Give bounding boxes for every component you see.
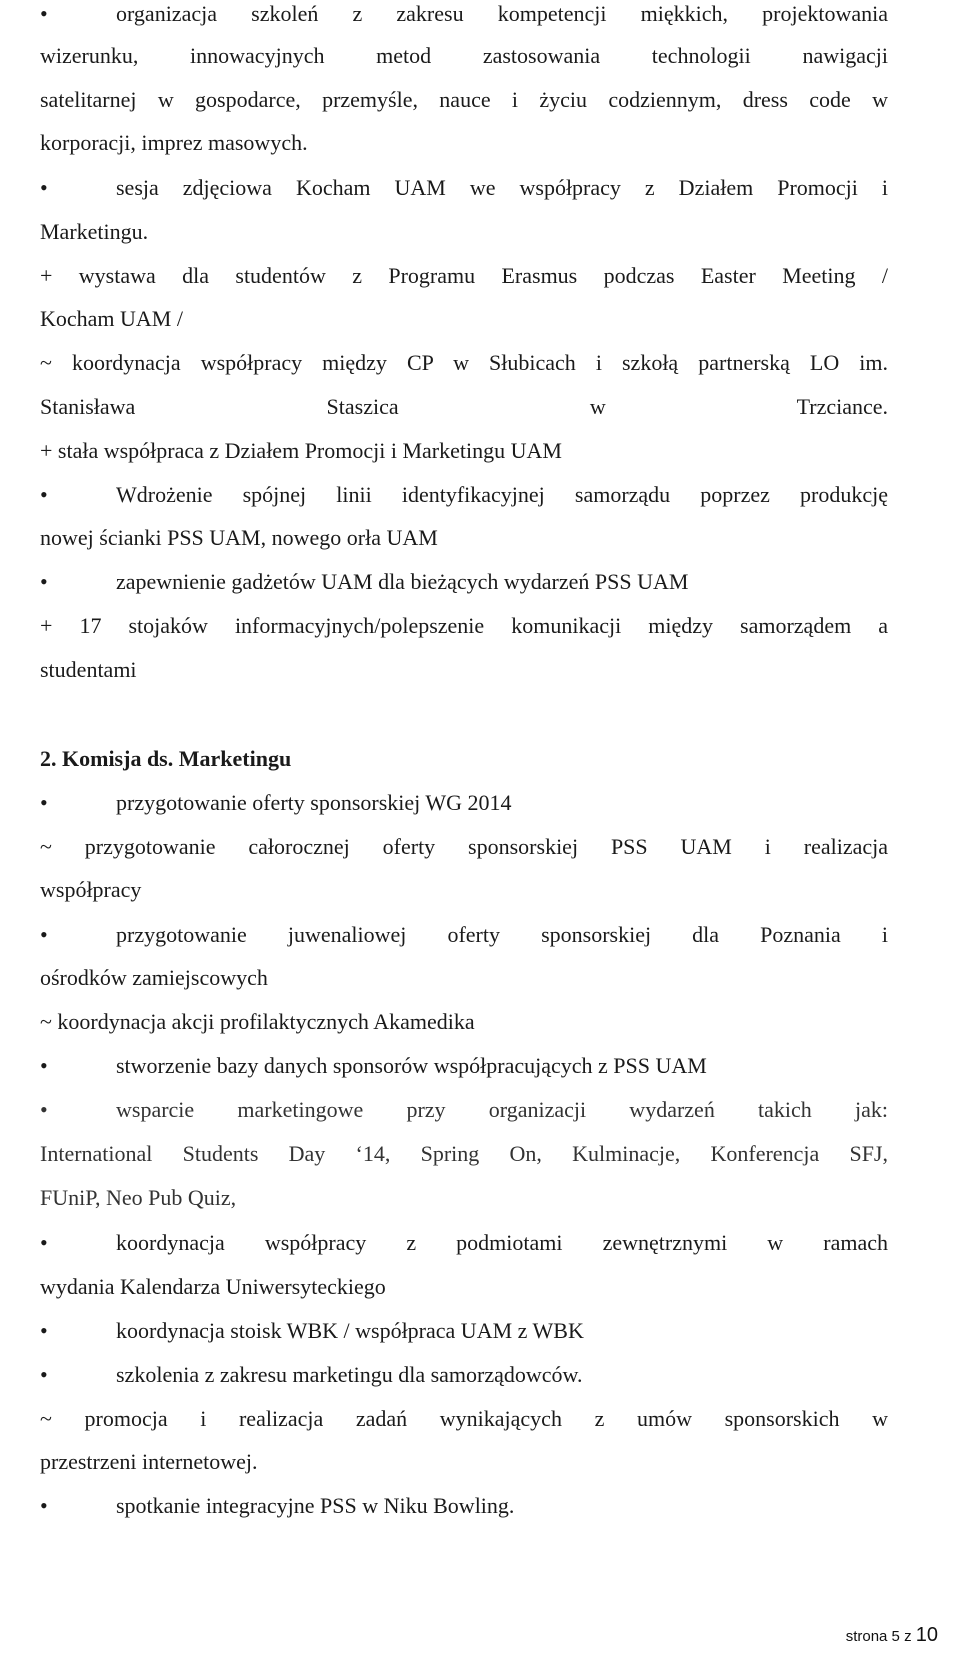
text-line: Kocham UAM /: [40, 306, 183, 331]
text-line: ~ przygotowanie całorocznej oferty sponsorskiej PSS UAM i realizacja: [40, 834, 888, 859]
page-number: [846, 1624, 938, 1647]
bullet-icon: •: [40, 569, 48, 594]
text-line: ośrodków zamiejscowych: [40, 965, 268, 990]
page-number-total: 10: [915, 1624, 938, 1646]
bullet-icon: •: [40, 1, 48, 26]
page-number-prefix: strona 5 z: [845, 1628, 916, 1645]
text-line: wsparcie marketingowe przy organizacji wydarzeń takich jak:: [116, 1097, 888, 1122]
text-line: FUniP, Neo Pub Quiz,: [40, 1185, 237, 1210]
text-line: ~ promocja i realizacja zadań wynikających z umów sponsorskich w: [40, 1406, 888, 1431]
text-line: stworzenie bazy danych sponsorów współpracujących z PSS UAM: [116, 1053, 707, 1078]
text-line: spotkanie integracyjne PSS w Niku Bowling.: [116, 1493, 515, 1518]
bullet-icon: •: [40, 1053, 48, 1078]
bullet-icon: •: [40, 1097, 48, 1122]
text-line: koordynacja stoisk WBK / współpraca UAM z WBK: [116, 1318, 584, 1343]
text-line: ~ koordynacja akcji profilaktycznych Akamedika: [40, 1009, 475, 1034]
text-line: współpracy: [40, 877, 142, 902]
text-line: Wdrożenie spójnej linii identyfikacyjnej samorządu poprzez produkcję: [116, 482, 888, 507]
bullet-icon: •: [40, 922, 48, 947]
text-line: szkolenia z zakresu marketingu dla samorządowców.: [116, 1362, 583, 1387]
text-line: korporacji, imprez masowych.: [40, 130, 308, 155]
text-line: satelitarnej w gospodarce, przemyśle, nauce i życiu codziennym, dress code w: [40, 87, 888, 112]
text-line: przygotowanie juwenaliowej oferty sponsorskiej dla Poznania i: [116, 922, 888, 947]
text-line: wydania Kalendarza Uniwersyteckiego: [40, 1274, 386, 1299]
text-line: przestrzeni internetowej.: [40, 1449, 258, 1474]
bullet-icon: •: [40, 482, 48, 507]
text-line: wizerunku, innowacyjnych metod zastosowania technologii nawigacji: [40, 43, 888, 68]
text-line: ~ koordynacja współpracy między CP w Słubicach i szkołą partnerską LO im.: [40, 350, 888, 375]
text-line: + stała współpraca z Działem Promocji i Marketingu UAM: [40, 438, 562, 463]
text-line: + wystawa dla studentów z Programu Erasmus podczas Easter Meeting /: [40, 263, 888, 288]
text-line: przygotowanie oferty sponsorskiej WG 2014: [116, 790, 512, 815]
bullet-icon: •: [40, 175, 48, 200]
text-line: Marketingu.: [40, 219, 149, 244]
bullet-icon: •: [40, 1493, 48, 1518]
text-line: + 17 stojaków informacyjnych/polepszenie komunikacji między samorządem a: [40, 613, 888, 638]
bullet-icon: •: [40, 1318, 48, 1343]
text-line: koordynacja współpracy z podmiotami zewnętrznymi w ramach: [116, 1230, 888, 1255]
text-line: studentami: [40, 657, 137, 682]
bullet-icon: •: [40, 1362, 48, 1387]
bullet-icon: •: [40, 1230, 48, 1255]
text-line: zapewnienie gadżetów UAM dla bieżących wydarzeń PSS UAM: [116, 569, 689, 594]
text-line: Stanisława Staszica w Trzciance.: [40, 394, 888, 419]
text-line: sesja zdjęciowa Kocham UAM we współpracy z Działem Promocji i: [116, 175, 888, 200]
text-line: organizacja szkoleń z zakresu kompetencji miękkich, projektowania: [116, 1, 888, 26]
section-heading: 2. Komisja ds. Marketingu: [40, 746, 292, 771]
bullet-icon: •: [40, 790, 48, 815]
text-line: International Students Day ‘14, Spring On, Kulminacje, Konferencja SFJ,: [40, 1141, 888, 1166]
text-line: nowej ścianki PSS UAM, nowego orła UAM: [40, 525, 438, 550]
